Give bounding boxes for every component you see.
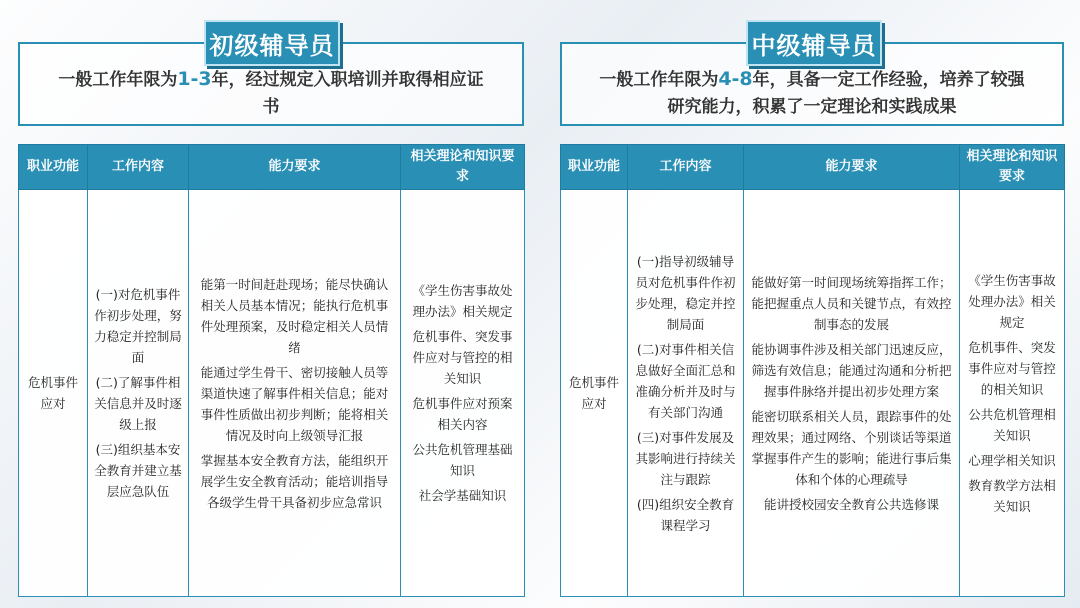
- ability-item: 能讲授校园安全教育公共选修课: [763, 496, 939, 512]
- junior-title: 初级辅导员: [204, 20, 340, 66]
- table-header-row: [561, 145, 1065, 190]
- intermediate-title: 中级辅导员: [746, 20, 882, 66]
- content-item: (一)对危机事件作初步处理，努力稳定并控制局面: [94, 287, 182, 365]
- table-row: [19, 190, 525, 597]
- ability-item: 能第一时间赶赴现场；能尽快确认相关人员基本情况；能执行危机事件处理预案，及时稳定相关人员情绪: [200, 276, 389, 355]
- content-item: (三)组织基本安全教育并建立基层应急队伍: [94, 442, 182, 499]
- intermediate-panel: [560, 0, 1064, 608]
- knowledge-item: 危机事件、突发事件应对与管控的相关知识: [412, 329, 513, 386]
- junior-desc-years: 1-3: [177, 67, 212, 90]
- junior-table: [18, 144, 525, 597]
- intermediate-desc-prefix: 一般工作年限为: [599, 69, 719, 90]
- content-cell: [628, 190, 744, 597]
- ability-item: 能做好第一时间现场统筹指挥工作；能把握重点人员和关键节点，有效控制事态的发展: [751, 274, 952, 332]
- ability-item: 能密切联系相关人员，跟踪事件的处理效果；通过网络、个别谈话等渠道掌握事件产生的影响；能进行事后集体和个体的心理疏导: [751, 408, 952, 487]
- ability-cell: [189, 190, 401, 597]
- content-item: (一)指导初级辅导员对危机事件作初步处理，稳定并控制局面: [635, 253, 736, 332]
- knowledge-cell: [401, 190, 525, 597]
- header-function: 职业功能: [19, 145, 88, 190]
- knowledge-item: 危机事件应对预案相关内容: [412, 396, 513, 432]
- function-cell: 危机事件应对: [561, 190, 628, 597]
- knowledge-item: 危机事件、突发事件应对与管控的相关知识: [968, 339, 1056, 397]
- knowledge-item: 《学生伤害事故处理办法》相关规定: [412, 283, 513, 319]
- table-row: [561, 190, 1065, 597]
- junior-desc-suffix: 年，经过规定入职培训并取得相应证书: [211, 69, 484, 117]
- header-content: 工作内容: [628, 145, 744, 190]
- table-header-row: [19, 145, 525, 190]
- intermediate-desc-years: 4-8: [718, 67, 753, 90]
- knowledge-item: 《学生伤害事故处理办法》相关规定: [968, 272, 1056, 330]
- ability-item: 能通过学生骨干、密切接触人员等渠道快速了解事件相关信息；能对事件性质做出初步判断；能将相关情况及时向上级领导汇报: [200, 364, 389, 443]
- header-content: 工作内容: [88, 145, 189, 190]
- header-function: 职业功能: [561, 145, 628, 190]
- intermediate-desc-suffix: 年，具备一定工作经验，培养了较强研究能力，积累了一定理论和实践成果: [667, 69, 1025, 117]
- intermediate-table: [560, 144, 1065, 597]
- ability-item: 能协调事件涉及相关部门迅速反应，筛选有效信息；能通过沟通和分析把握事件脉络并提出初步处理方案: [751, 341, 952, 399]
- ability-cell: [744, 190, 960, 597]
- knowledge-cell: [960, 190, 1065, 597]
- header-knowledge: 相关理论和知识要求: [401, 145, 525, 190]
- ability-item: 掌握基本安全教育方法，能组织开展学生安全教育活动；能培训指导各级学生骨干具备初步应急常识: [200, 452, 389, 510]
- knowledge-item: 公共危机管理基础知识: [412, 442, 513, 478]
- knowledge-item: 社会学基础知识: [418, 488, 507, 503]
- function-cell: 危机事件应对: [19, 190, 88, 597]
- knowledge-item: 公共危机管理相关知识: [968, 406, 1056, 443]
- header-ability: 能力要求: [189, 145, 401, 190]
- junior-panel: [18, 0, 524, 608]
- header-knowledge: 相关理论和知识要求: [960, 145, 1065, 190]
- knowledge-item: 教育教学方法相关知识: [968, 477, 1056, 514]
- junior-desc-prefix: 一般工作年限为: [58, 69, 178, 90]
- content-item: (二)了解事件相关信息并及时逐级上报: [94, 375, 182, 432]
- content-item: (四)组织安全教育课程学习: [636, 496, 735, 533]
- content-cell: [88, 190, 189, 597]
- knowledge-item: 心理学相关知识: [968, 452, 1056, 468]
- content-item: (二)对事件相关信息做好全面汇总和准确分析并及时与有关部门沟通: [635, 341, 736, 420]
- header-ability: 能力要求: [744, 145, 960, 190]
- content-item: (三)对事件发展及其影响进行持续关注与跟踪: [635, 429, 736, 487]
